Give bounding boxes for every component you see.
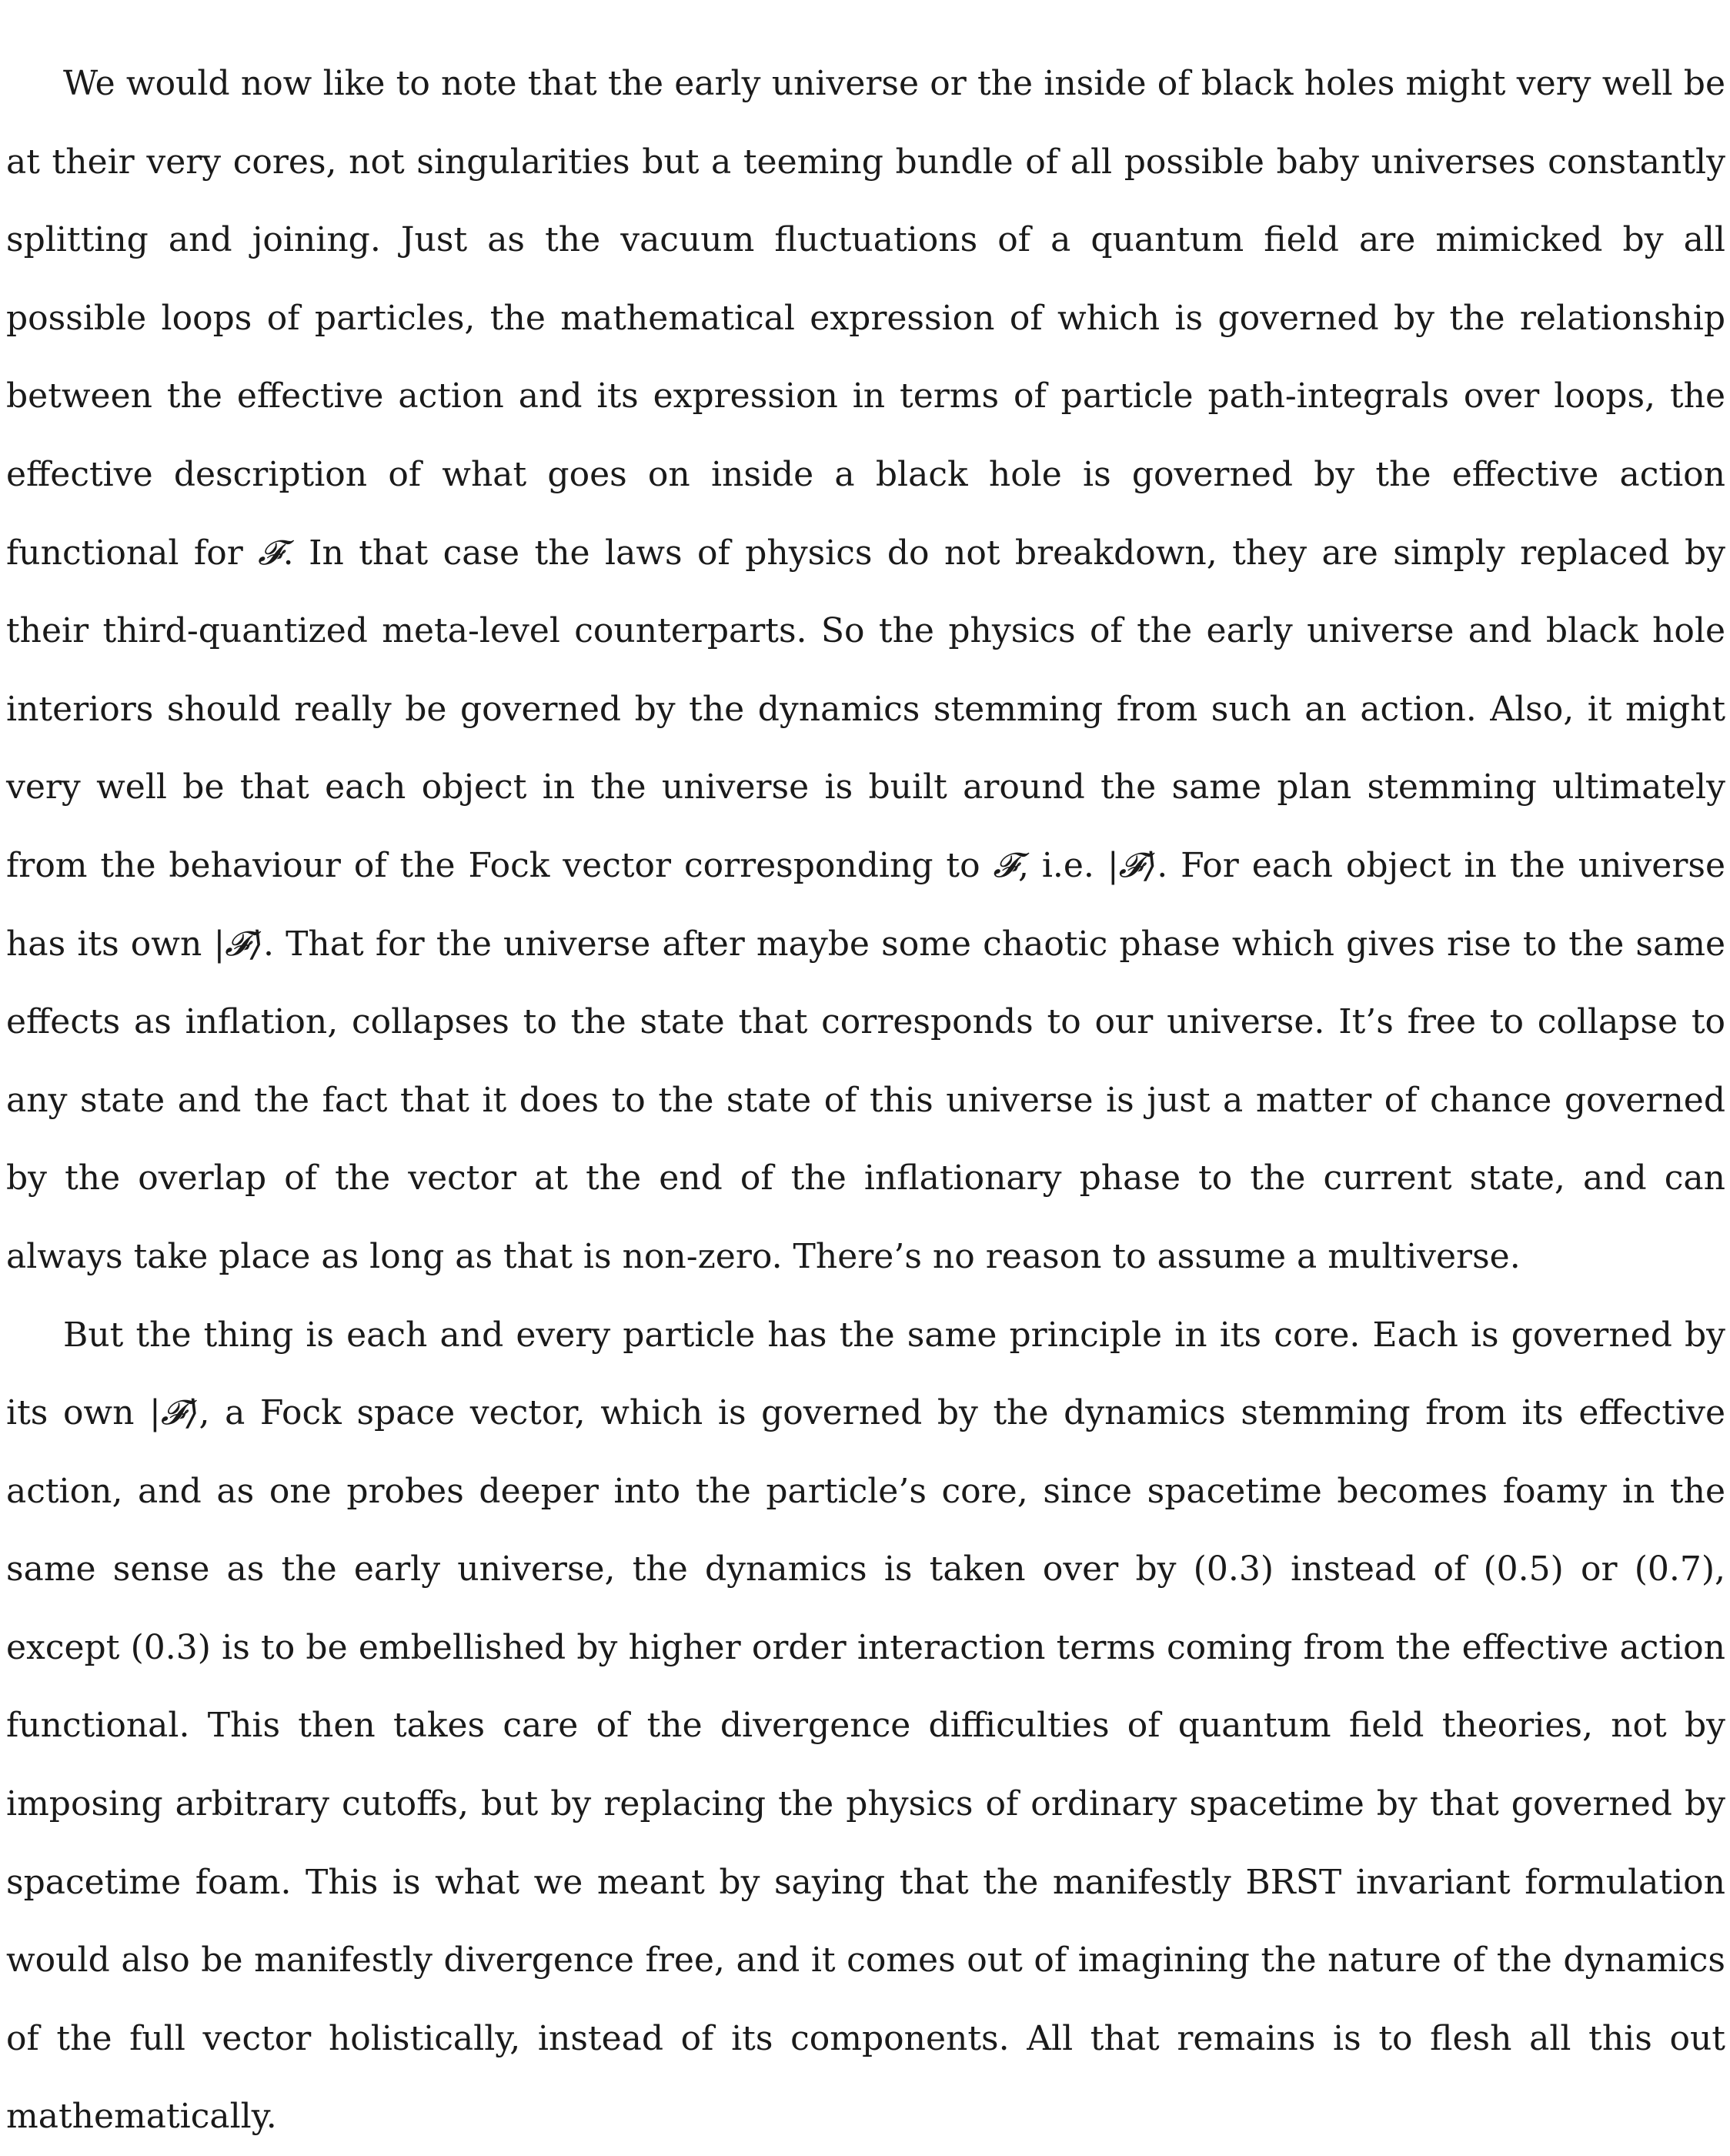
math-symbol-F: 𝓕: [993, 846, 1017, 885]
math-ket-F: |𝓕⟩: [149, 1393, 199, 1432]
paragraph-2: [6, 1296, 1725, 2156]
math-ket-F: |𝓕⟩: [1107, 846, 1157, 885]
paragraph-text: . For each object in the universe has its own: [6, 846, 1725, 964]
paragraph-text: . In that case the laws of physics do not breakdown, they are simply replaced by their third-quantized meta-level counterparts. So the physics of the early universe and black hole interiors should really be governed by the dynamics stemming from such an action. Also, it might very well be that each object in the universe is built around the same plan stemming ultimately from the behaviour of the Fock vector corresponding to: [6, 533, 1725, 885]
paragraph-text: , i.e.: [1018, 846, 1107, 885]
paragraph-text: . That for the universe after maybe some chaotic phase which gives rise to the same effects as inflation, collapses to the state that corresponds to our universe. It’s free to collapse to any state and the fact that it does to the state of this universe is just a matter of chance governed by the overlap of the vector at the end of the inflationary phase to the current state, and can always take place as long as that is non-zero. There’s no reason to assume a multiverse.: [6, 924, 1725, 1276]
paragraph-1: [6, 45, 1725, 1296]
paragraph-text: We would now like to note that the early universe or the inside of black holes might very well be at their very cores, not singularities but a teeming bundle of all possible baby universes constantly splitting and joining. Just as the vacuum fluctuations of a quantum field are mimicked by all possible loops of particles, the mathematical expression of which is governed by the relationship between the effective action and its expression in terms of particle path-integrals over loops, the effective description of what goes on inside a black hole is governed by the effective action functional for: [6, 64, 1725, 573]
math-ket-F: |𝓕⟩: [213, 924, 262, 964]
paragraph-text: But the thing is each and every particle has the same principle in its core. Each is governed by its own: [6, 1315, 1725, 1433]
math-symbol-F: 𝓕: [258, 533, 282, 573]
paragraph-text: , a Fock space vector, which is governed by the dynamics stemming from its effective action, and as one probes deeper into the particle’s core, since spacetime becomes foamy in the same sense as the early universe, the dynamics is taken over by (0.3) instead of (0.5) or (0.7), except (0.3) is to be embellished by higher order interaction terms coming from the effective action functional. This then takes care of the divergence difficulties of quantum field theories, not by imposing arbitrary cutoffs, but by replacing the physics of ordinary spacetime by that governed by spacetime foam. This is what we meant by saying that the manifestly BRST invariant formulation would also be manifestly divergence free, and it comes out of imagining the nature of the dynamics of the full vector holistically, instead of its components. All that remains is to flesh all this out mathematically.: [6, 1393, 1725, 2136]
